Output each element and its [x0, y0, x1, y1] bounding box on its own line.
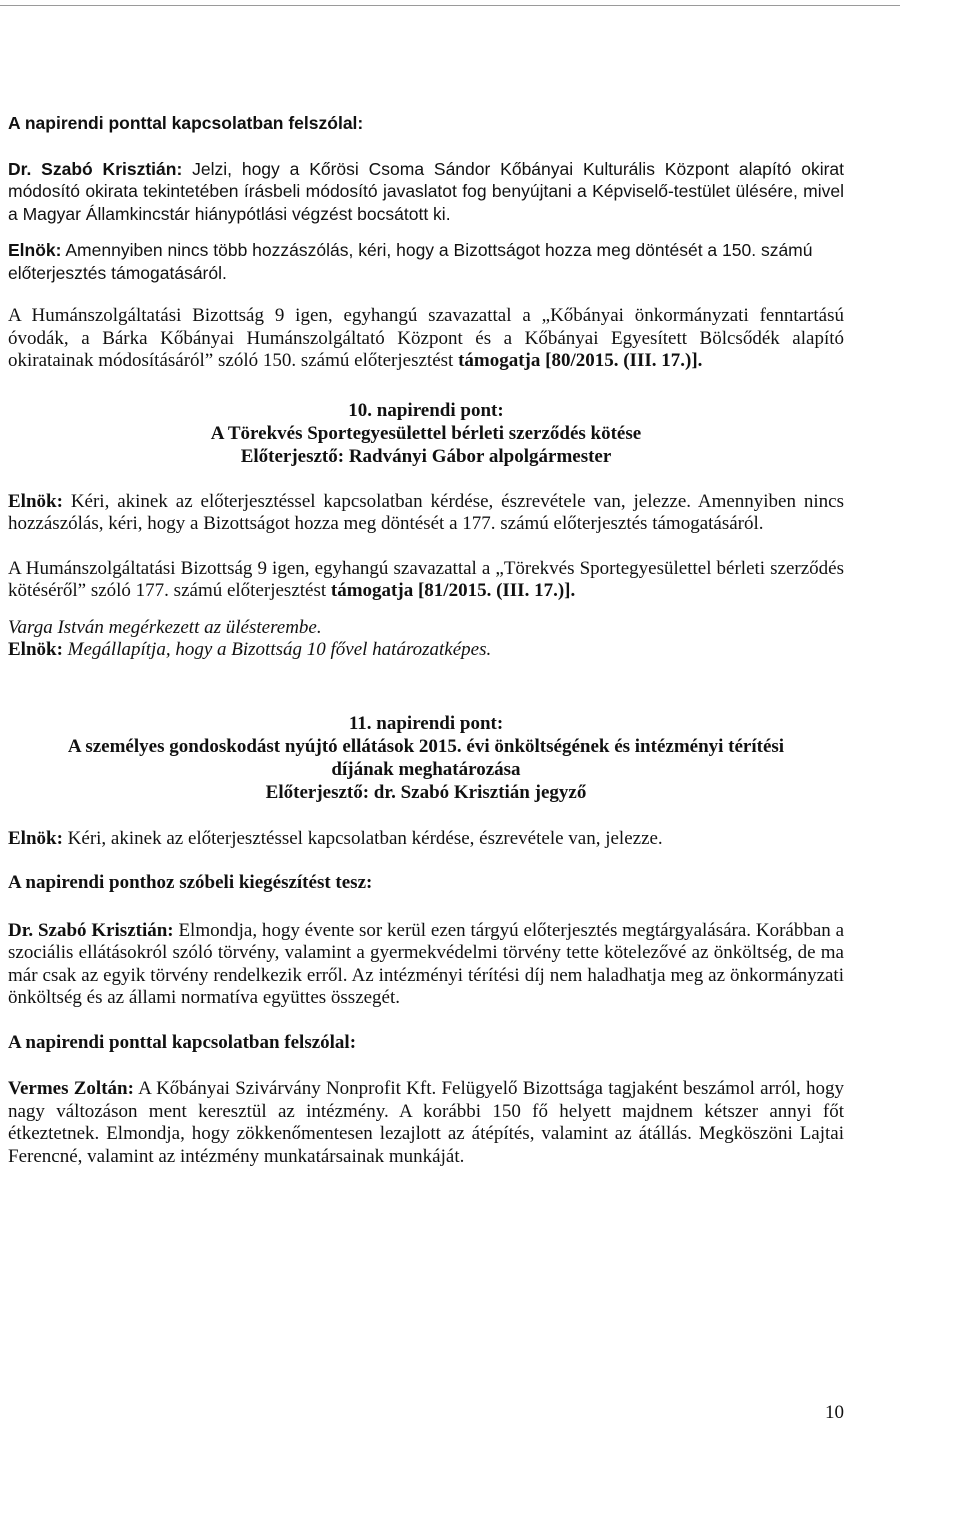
paragraph-text: Jelzi, hogy a Kőrösi Csoma Sándor Kőbányai Kulturális Központ alapító okirat módosító okirata tekintetében írásbeli módosító javaslatot fog benyújtani a Képviselő-testület ülésére, mivel a Magyar Államkincstár hiánypótlási végzést bocsátott ki.	[8, 158, 845, 224]
paragraph-resolution-80	[8, 305, 844, 373]
agenda-item-11	[8, 712, 844, 804]
speaker-name: Dr. Szabó Krisztián:	[8, 919, 174, 941]
agenda-title-cont: díjának meghatározása	[331, 758, 521, 780]
paragraph-text: Amennyiben nincs több hozzászólás, kéri, hogy a Bizottságot hozza meg döntését a 150. számú előterjesztés támogatásáról.	[8, 240, 813, 283]
agenda-title: A Törekvés Sportegyesülettel bérleti szerződés kötése	[210, 422, 642, 444]
agenda-item-10	[8, 399, 844, 468]
resolution-text: A Humánszolgáltatási Bizottság 9 igen, egyhangú szavazattal a „Kőbányai önkormányzati fenntartású óvodák, a Bárka Kőbányai Humánszolgáltató Központ és a Kőbányai Egyesített Bölcsődék alapító okiratainak módosításáról” szóló 150. számú előterjesztést	[8, 305, 844, 371]
paragraph-text: Megállapítja, hogy a Bizottság 10 fővel határozatképes.	[62, 639, 492, 660]
paragraph-elnok-1	[8, 239, 844, 284]
paragraph-szabo-1	[8, 158, 844, 226]
resolution-text: A Humánszolgáltatási Bizottság 9 igen, egyhangú szavazattal a „Törekvés Sportegyesülettel bérleti szerződés kötéséről” szóló 177. számú előterjesztést	[8, 557, 844, 601]
document-page	[8, 112, 844, 1168]
paragraph-vermes	[8, 1078, 844, 1168]
paragraph-text: Elmondja, hogy évente sor kerül ezen tárgyú előterjesztés megtárgyalására. Korábban a szociális ellátásokról szóló törvény, valamint a gyermekvédelmi törvény tette kötelezővé az önköltség, de ma már csak az egyik törvény rendelkezik erről. Az intézményi térítési díj nem haladhatja meg az önkormányzati önköltség és az állami normatíva együttes összegét.	[8, 919, 844, 1008]
paragraph-elnok-quorum	[8, 639, 844, 662]
paragraph-elnok-3	[8, 828, 844, 851]
paragraph-text: Kéri, akinek az előterjesztéssel kapcsolatban kérdése, észrevétele van, jelezze. Amennyiben nincs hozzászólás, kéri, hogy a Bizottságot hozza meg döntését a 177. számú előterjesztés támogatásáról.	[8, 490, 844, 534]
agenda-number: 10. napirendi pont:	[348, 399, 504, 421]
speaker-name: Elnök:	[8, 240, 62, 260]
speaker-name: Elnök:	[8, 827, 63, 849]
agenda-title: A személyes gondoskodást nyújtó ellátások 2015. évi önköltségének és intézményi térítési	[67, 735, 785, 757]
agenda-presenter: Előterjesztő: dr. Szabó Krisztián jegyző	[265, 781, 587, 803]
speaker-name: Dr. Szabó Krisztián:	[8, 158, 183, 179]
paragraph-elnok-2	[8, 491, 844, 536]
section-heading: A napirendi ponttal kapcsolatban felszólal:	[8, 113, 364, 133]
top-rule	[0, 5, 900, 6]
resolution-decision: támogatja [80/2015. (III. 17.)].	[458, 350, 703, 371]
agenda-number: 11. napirendi pont:	[348, 712, 504, 734]
resolution-decision: támogatja [81/2015. (III. 17.)].	[330, 580, 576, 601]
page-number: 10	[825, 1402, 844, 1423]
speaker-name: Elnök:	[8, 490, 63, 512]
agenda-presenter: Előterjesztő: Radványi Gábor alpolgármester	[240, 445, 612, 467]
paragraph-text: A Kőbányai Szivárvány Nonprofit Kft. Felügyelő Bizottsága tagjaként beszámol arról, hogy nagy változáson ment keresztül az intézmény. A korábbi 150 fő helyett majdnem kétszer annyi főt étkeztetnek. Elmondja, hogy zökkenőmentesen lezajlott az átépítés, valamint az átállás. Megköszöni Lajtai Ferencné, valamint az intézmény munkatársainak munkáját.	[8, 1078, 845, 1167]
paragraph-szabo-2	[8, 920, 844, 1010]
section-heading-3: A napirendi ponttal kapcsolatban felszólal:	[8, 1031, 357, 1053]
speaker-name: Vermes Zoltán:	[8, 1078, 134, 1099]
note-text: Varga István megérkezett az ülésterembe.	[8, 616, 322, 638]
paragraph-text: Kéri, akinek az előterjesztéssel kapcsolatban kérdése, észrevétele van, jelezze.	[62, 827, 663, 849]
speaker-name: Elnök:	[8, 639, 63, 660]
note-arrival	[8, 617, 844, 640]
paragraph-resolution-81	[8, 558, 844, 603]
section-heading-2: A napirendi ponthoz szóbeli kiegészítést tesz:	[8, 872, 373, 893]
